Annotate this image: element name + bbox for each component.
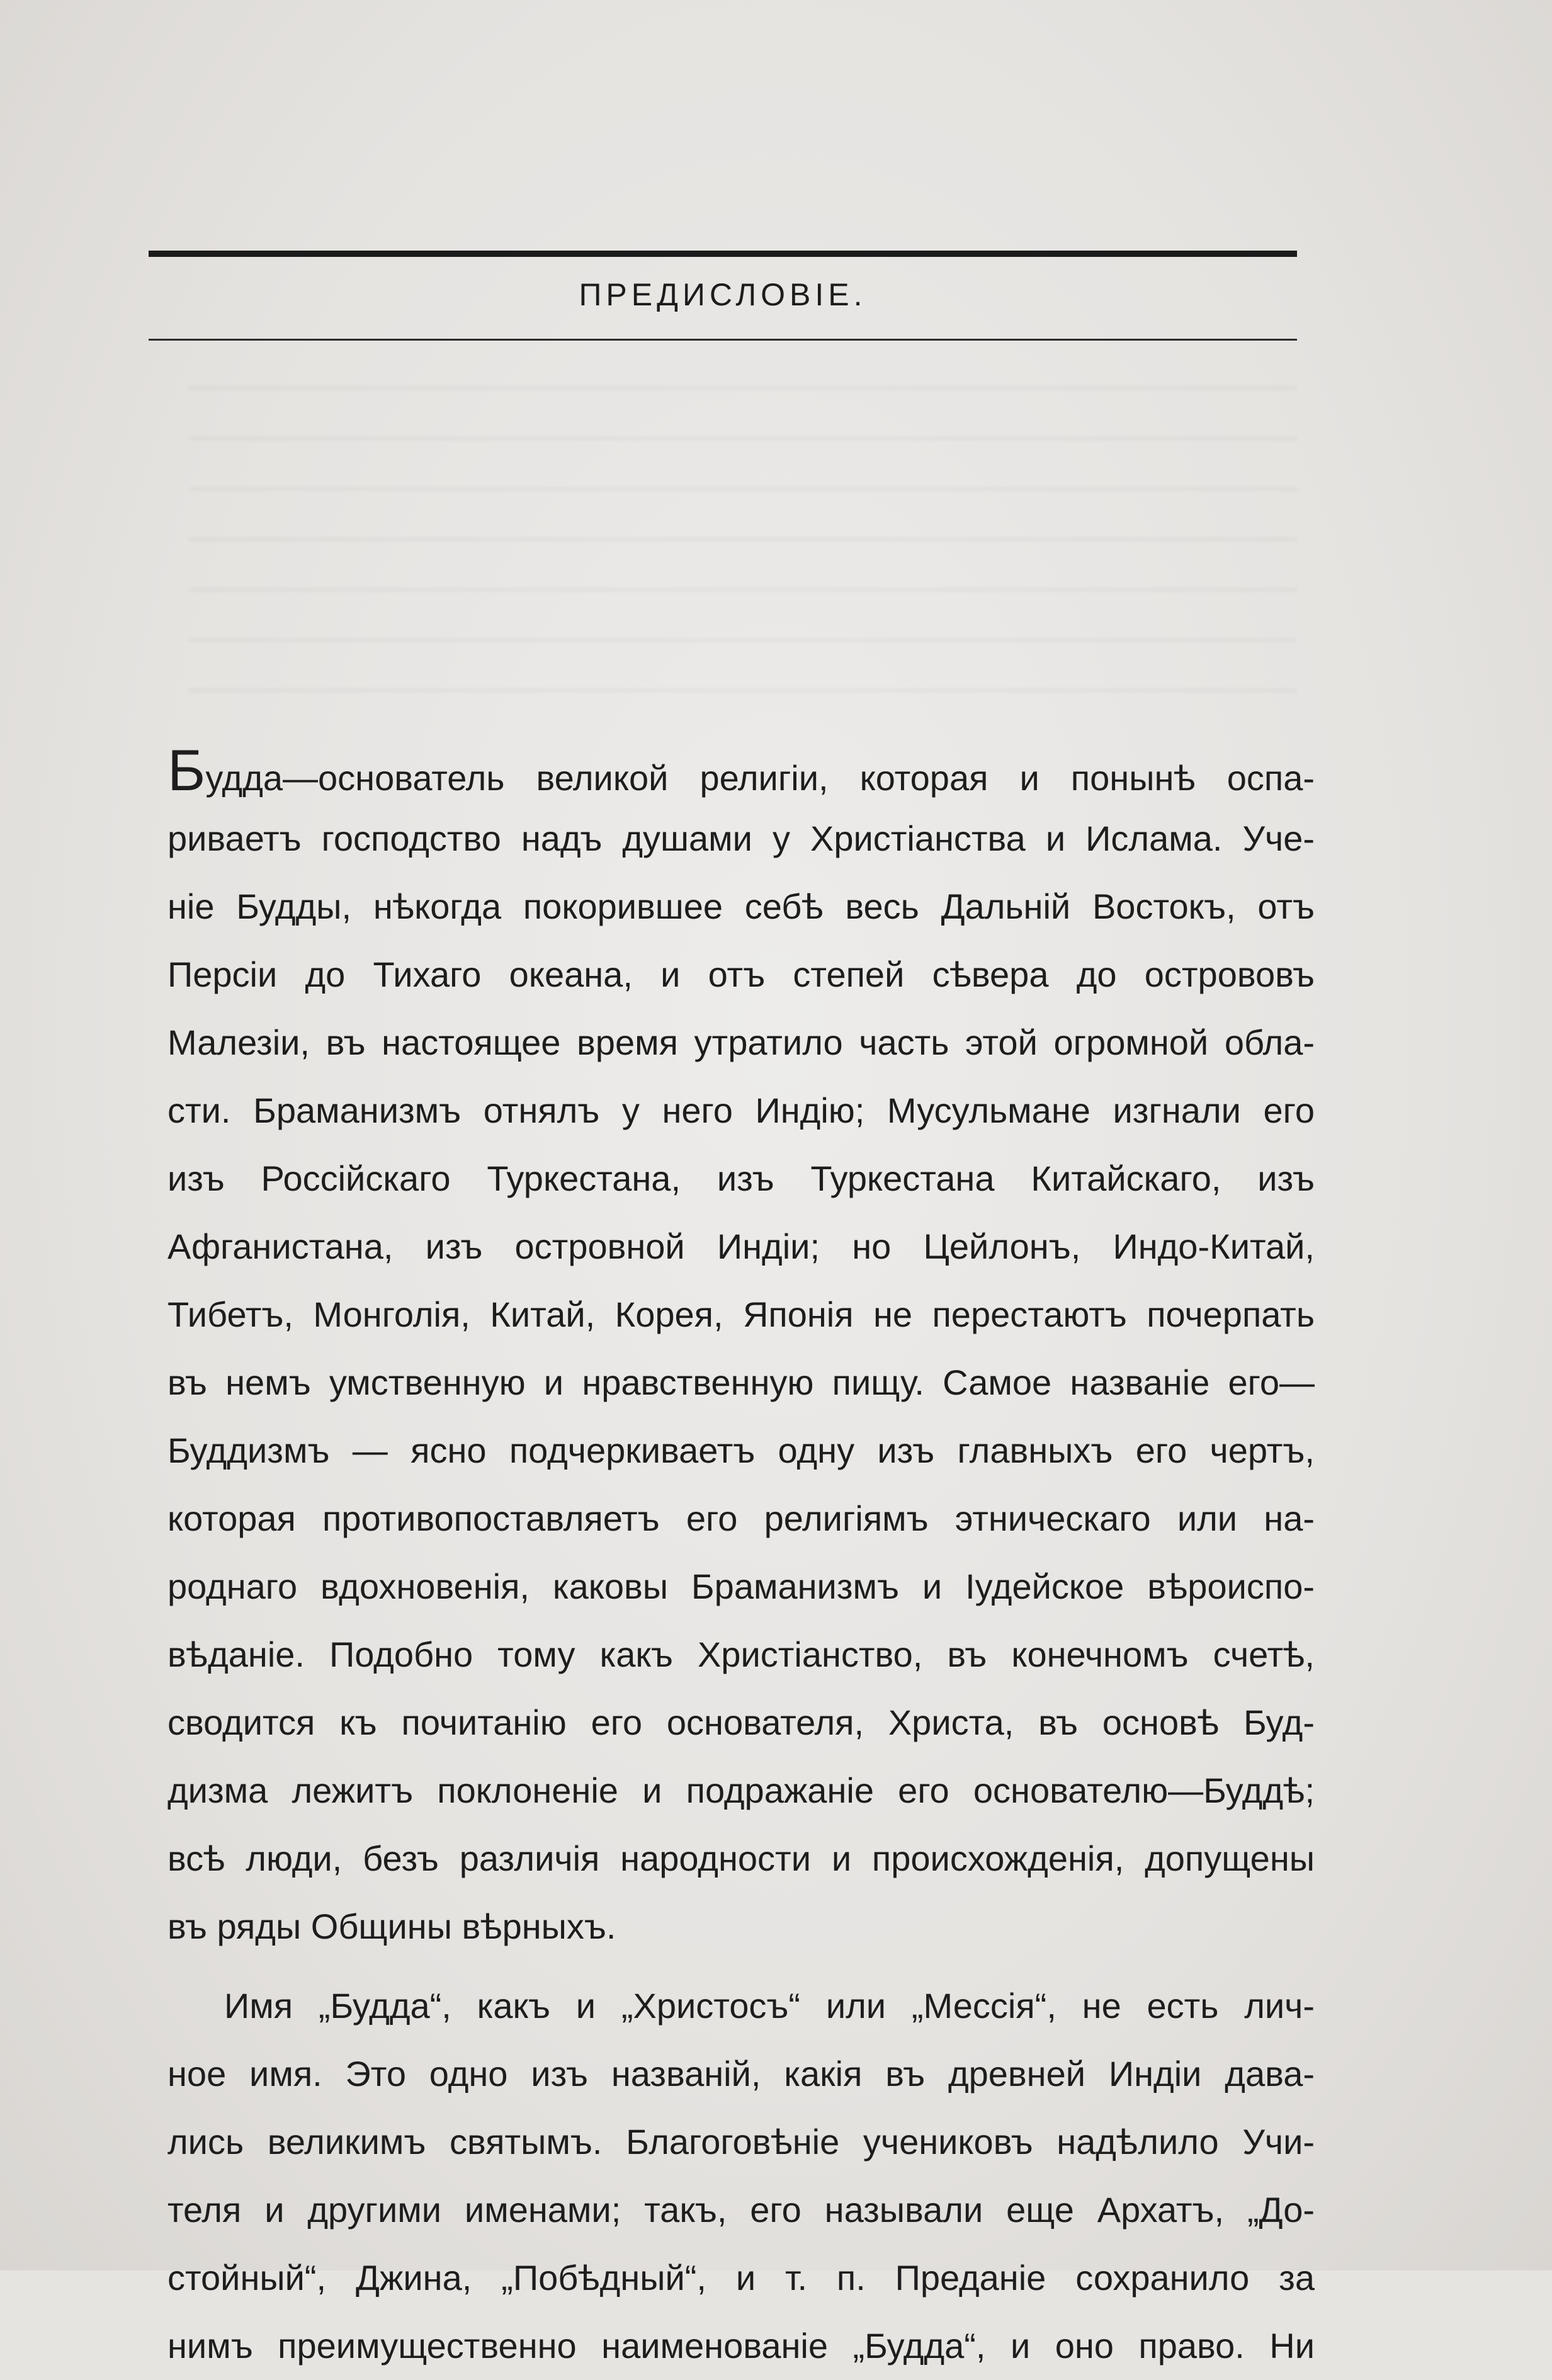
text-line: теля и другими именами; такъ, его называли еще Архатъ, „До- <box>167 2190 1315 2230</box>
text-line: Имя „Будда“, какъ и „Христосъ“ или „Мессія“, не есть лич- <box>224 1986 1315 2026</box>
drop-cap: Б <box>167 739 206 803</box>
paragraph-2 <box>167 1972 1315 2380</box>
text-line: ное имя. Это одно изъ названій, какія въ древней Индіи дава- <box>167 2054 1315 2094</box>
text-line: Малезіи, въ настоящее время утратило часть этой огромной обла- <box>167 1023 1315 1062</box>
text-line: Персіи до Тихаго океана, и отъ степей сѣвера до острововъ <box>167 955 1315 994</box>
text-line: дизма лежитъ поклоненіе и подражаніе его основателю—Буддѣ; <box>167 1771 1315 1810</box>
text-line: въ ряды Общины вѣрныхъ. <box>167 1907 616 1946</box>
text-line: всѣ люди, безъ различія народности и происхожденія, допущены <box>167 1839 1315 1878</box>
text-line: ніе Будды, нѣкогда покорившее себѣ весь Дальній Востокъ, отъ <box>167 887 1315 926</box>
text-line: Афганистана, изъ островной Индіи; но Цейлонъ, Индо-Китай, <box>167 1227 1315 1266</box>
text-line: которая противопоставляетъ его религіямъ этническаго или на- <box>167 1499 1315 1538</box>
text-line: въ немъ умственную и нравственную пищу. Самое названіе его— <box>167 1363 1315 1402</box>
text-line: сводится къ почитанію его основателя, Христа, въ основѣ Буд- <box>167 1703 1315 1742</box>
text-line: риваетъ господство надъ душами у Христіанства и Ислама. Уче- <box>167 819 1315 858</box>
text-line: стойный“, Джина, „Побѣдный“, и т. п. Преданіе сохранило за <box>167 2258 1315 2298</box>
heading-rule-top <box>149 251 1297 257</box>
body-text <box>167 737 1315 2380</box>
paragraph-gap <box>167 1961 1315 1972</box>
text-line: изъ Россійскаго Туркестана, изъ Туркестана Китайскаго, изъ <box>167 1159 1315 1198</box>
heading-rule-bottom <box>149 339 1297 341</box>
text-line: сти. Браманизмъ отнялъ у него Индію; Мусульмане изгнали его <box>167 1091 1315 1130</box>
text-line: Тибетъ, Монголія, Китай, Корея, Японія не перестаютъ почерпать <box>167 1295 1315 1334</box>
text-line: вѣданіе. Подобно тому какъ Христіанство, въ конечномъ счетѣ, <box>167 1635 1315 1674</box>
paragraph-1 <box>167 737 1315 1961</box>
show-through-texture <box>189 353 1297 730</box>
text-line: нимъ преимущественно наименованіе „Будда“, и оно право. Ни <box>167 2326 1315 2366</box>
text-line: лись великимъ святымъ. Благоговѣніе учениковъ надѣлило Учи- <box>167 2122 1315 2162</box>
page-heading: ПРЕДИСЛОВІЕ. <box>579 277 867 312</box>
text-line: роднаго вдохновенія, каковы Браманизмъ и Іудейское вѣроиспо- <box>167 1567 1315 1606</box>
text-line: Буддизмъ — ясно подчеркиваетъ одну изъ главныхъ его чертъ, <box>167 1431 1315 1470</box>
text-line: Будда—основатель великой религіи, которая и понынѣ оспа- <box>167 739 1315 803</box>
